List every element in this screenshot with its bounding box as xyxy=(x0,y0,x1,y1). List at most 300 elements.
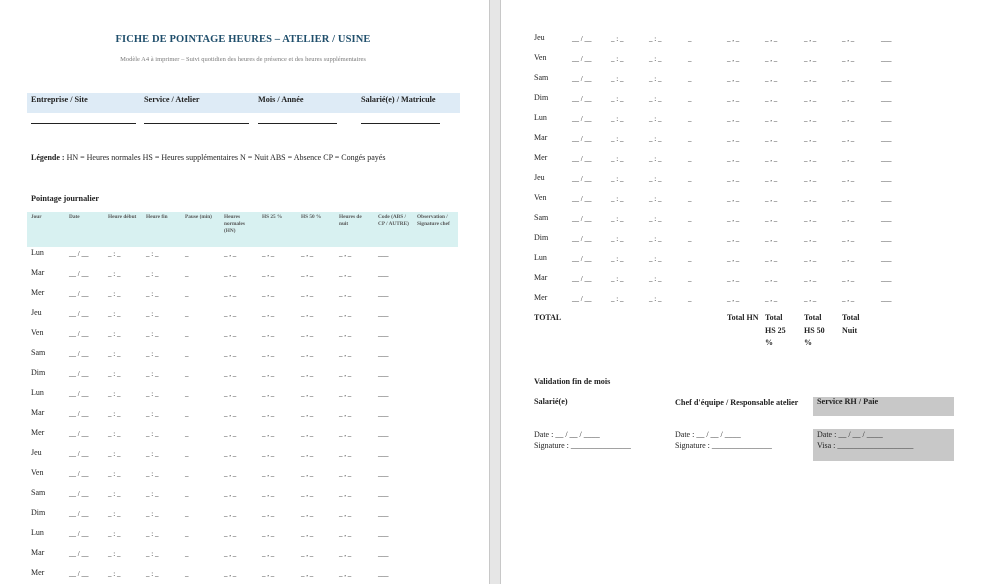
row-cell-hs50[interactable]: _ , _ xyxy=(804,175,817,183)
row-cell-start[interactable]: _ : _ xyxy=(108,370,121,378)
row-cell-hs25[interactable]: _ , _ xyxy=(765,295,778,303)
row-cell-start[interactable]: _ : _ xyxy=(108,290,121,298)
col-header-hs25: HS 25 % xyxy=(262,214,283,220)
row-cell-start[interactable]: _ : _ xyxy=(108,570,121,578)
row-cell-pause[interactable]: _ xyxy=(688,295,692,303)
row-cell-hs25[interactable]: _ , _ xyxy=(262,490,275,498)
row-cell-pause[interactable]: _ xyxy=(688,195,692,203)
row-cell-hs50[interactable]: _ , _ xyxy=(804,35,817,43)
row-cell-hs25[interactable]: _ , _ xyxy=(262,530,275,538)
row-cell-hn[interactable]: _ , _ xyxy=(224,450,237,458)
info-label-month: Mois / Année xyxy=(258,95,304,104)
row-cell-hs25[interactable]: _ , _ xyxy=(262,330,275,338)
row-cell-start[interactable]: _ : _ xyxy=(611,235,624,243)
row-cell-hs25[interactable]: _ , _ xyxy=(262,270,275,278)
row-cell-hn[interactable]: _ , _ xyxy=(224,570,237,578)
row-cell-end[interactable]: _ : _ xyxy=(649,195,662,203)
row-cell-start[interactable]: _ : _ xyxy=(611,95,624,103)
row-cell-hs25[interactable]: _ , _ xyxy=(262,350,275,358)
row-cell-hn[interactable]: _ , _ xyxy=(727,295,740,303)
row-cell-code[interactable]: ___ xyxy=(881,255,892,263)
row-cell-pause[interactable]: _ xyxy=(688,95,692,103)
row-cell-hs25[interactable]: _ , _ xyxy=(765,235,778,243)
row-cell-date[interactable]: __ / __ xyxy=(69,350,89,358)
row-cell-pause[interactable]: _ xyxy=(185,570,189,578)
row-cell-end[interactable]: _ : _ xyxy=(146,550,159,558)
row-cell-night[interactable]: _ , _ xyxy=(842,95,855,103)
row-cell-code[interactable]: ___ xyxy=(378,290,389,298)
row-cell-code[interactable]: ___ xyxy=(378,330,389,338)
row-cell-hs50[interactable]: _ , _ xyxy=(804,255,817,263)
row-cell-hn[interactable]: _ , _ xyxy=(224,510,237,518)
row-cell-code[interactable]: ___ xyxy=(378,250,389,258)
row-cell-date[interactable]: __ / __ xyxy=(572,175,592,183)
row-cell-start[interactable]: _ : _ xyxy=(611,135,624,143)
row-cell-code[interactable]: ___ xyxy=(881,55,892,63)
row-cell-pause[interactable]: _ xyxy=(185,450,189,458)
row-cell-hs25[interactable]: _ , _ xyxy=(262,310,275,318)
row-cell-end[interactable]: _ : _ xyxy=(146,270,159,278)
row-cell-date[interactable]: __ / __ xyxy=(69,530,89,538)
row-cell-hs50[interactable]: _ , _ xyxy=(301,530,314,538)
validation-employee-date[interactable]: Date : __ / __ / ____ xyxy=(534,430,600,439)
row-cell-pause[interactable]: _ xyxy=(688,275,692,283)
row-cell-hs50[interactable]: _ , _ xyxy=(301,270,314,278)
row-cell-code[interactable]: ___ xyxy=(881,175,892,183)
row-cell-hs50[interactable]: _ , _ xyxy=(804,135,817,143)
info-label-service: Service / Atelier xyxy=(144,95,200,104)
row-cell-night[interactable]: _ , _ xyxy=(339,370,352,378)
row-cell-end[interactable]: _ : _ xyxy=(146,510,159,518)
row-cell-date[interactable]: __ / __ xyxy=(572,75,592,83)
row-cell-night[interactable]: _ , _ xyxy=(842,175,855,183)
row-cell-hn[interactable]: _ , _ xyxy=(727,115,740,123)
row-cell-date[interactable]: __ / __ xyxy=(572,95,592,103)
row-cell-start[interactable]: _ : _ xyxy=(108,490,121,498)
row-cell-night[interactable]: _ , _ xyxy=(842,135,855,143)
row-cell-start[interactable]: _ : _ xyxy=(611,55,624,63)
row-day: Ven xyxy=(534,53,547,62)
row-cell-hs50[interactable]: _ , _ xyxy=(301,310,314,318)
row-cell-hs50[interactable]: _ , _ xyxy=(301,370,314,378)
row-cell-end[interactable]: _ : _ xyxy=(649,175,662,183)
row-cell-end[interactable]: _ : _ xyxy=(649,35,662,43)
row-cell-pause[interactable]: _ xyxy=(185,250,189,258)
row-cell-date[interactable]: __ / __ xyxy=(572,255,592,263)
row-cell-hs50[interactable]: _ , _ xyxy=(804,75,817,83)
row-cell-start[interactable]: _ : _ xyxy=(611,155,624,163)
row-cell-hs50[interactable]: _ , _ xyxy=(301,350,314,358)
row-cell-pause[interactable]: _ xyxy=(185,310,189,318)
col-header-hs50: HS 50 % xyxy=(301,214,322,220)
row-cell-date[interactable]: __ / __ xyxy=(572,55,592,63)
row-cell-end[interactable]: _ : _ xyxy=(146,250,159,258)
row-cell-night[interactable]: _ , _ xyxy=(842,155,855,163)
row-cell-pause[interactable]: _ xyxy=(185,510,189,518)
month-field-line[interactable] xyxy=(258,123,337,124)
row-cell-start[interactable]: _ : _ xyxy=(611,255,624,263)
row-day: Mar xyxy=(534,273,548,282)
row-cell-date[interactable]: __ / __ xyxy=(69,290,89,298)
row-cell-pause[interactable]: _ xyxy=(688,235,692,243)
row-cell-end[interactable]: _ : _ xyxy=(146,410,159,418)
row-cell-hn[interactable]: _ , _ xyxy=(224,290,237,298)
row-cell-hs25[interactable]: _ , _ xyxy=(765,55,778,63)
row-cell-hs25[interactable]: _ , _ xyxy=(765,195,778,203)
row-cell-pause[interactable]: _ xyxy=(688,135,692,143)
validation-teamlead-signature[interactable]: Signature : _______________ xyxy=(675,441,772,450)
row-cell-start[interactable]: _ : _ xyxy=(108,470,121,478)
row-cell-hn[interactable]: _ , _ xyxy=(727,255,740,263)
row-cell-code[interactable]: ___ xyxy=(881,275,892,283)
row-cell-hs25[interactable]: _ , _ xyxy=(765,155,778,163)
row-cell-date[interactable]: __ / __ xyxy=(572,275,592,283)
row-cell-hn[interactable]: _ , _ xyxy=(224,550,237,558)
row-cell-pause[interactable]: _ xyxy=(688,35,692,43)
company-field-line[interactable] xyxy=(31,123,136,124)
row-cell-start[interactable]: _ : _ xyxy=(108,330,121,338)
row-cell-hn[interactable]: _ , _ xyxy=(727,135,740,143)
row-cell-start[interactable]: _ : _ xyxy=(108,550,121,558)
row-cell-hs50[interactable]: _ , _ xyxy=(301,490,314,498)
row-cell-hs50[interactable]: _ , _ xyxy=(301,390,314,398)
row-cell-end[interactable]: _ : _ xyxy=(146,350,159,358)
row-cell-end[interactable]: _ : _ xyxy=(649,75,662,83)
row-cell-pause[interactable]: _ xyxy=(185,370,189,378)
row-cell-code[interactable]: ___ xyxy=(378,350,389,358)
row-cell-night[interactable]: _ , _ xyxy=(339,570,352,578)
row-cell-end[interactable]: _ : _ xyxy=(649,135,662,143)
row-cell-hs50[interactable]: _ , _ xyxy=(804,55,817,63)
row-cell-code[interactable]: ___ xyxy=(881,195,892,203)
row-cell-hs25[interactable]: _ , _ xyxy=(262,550,275,558)
row-cell-code[interactable]: ___ xyxy=(881,135,892,143)
row-cell-hn[interactable]: _ , _ xyxy=(727,75,740,83)
row-cell-pause[interactable]: _ xyxy=(688,75,692,83)
row-cell-night[interactable]: _ , _ xyxy=(339,390,352,398)
row-cell-hs50[interactable]: _ , _ xyxy=(804,115,817,123)
row-cell-pause[interactable]: _ xyxy=(688,255,692,263)
row-cell-hs25[interactable]: _ , _ xyxy=(262,430,275,438)
row-cell-code[interactable]: ___ xyxy=(378,530,389,538)
row-cell-night[interactable]: _ , _ xyxy=(842,115,855,123)
row-cell-pause[interactable]: _ xyxy=(688,215,692,223)
row-cell-hs50[interactable]: _ , _ xyxy=(301,430,314,438)
row-cell-pause[interactable]: _ xyxy=(688,175,692,183)
row-cell-end[interactable]: _ : _ xyxy=(649,55,662,63)
row-cell-night[interactable]: _ , _ xyxy=(842,275,855,283)
row-cell-hs50[interactable]: _ , _ xyxy=(804,275,817,283)
row-cell-code[interactable]: ___ xyxy=(378,570,389,578)
row-cell-date[interactable]: __ / __ xyxy=(69,390,89,398)
row-cell-hn[interactable]: _ , _ xyxy=(224,310,237,318)
row-cell-hs25[interactable]: _ , _ xyxy=(765,275,778,283)
row-cell-date[interactable]: __ / __ xyxy=(69,490,89,498)
validation-hr-visa[interactable]: Visa : ___________________ xyxy=(817,441,914,450)
row-cell-hs50[interactable]: _ , _ xyxy=(301,290,314,298)
row-cell-night[interactable]: _ , _ xyxy=(339,470,352,478)
row-cell-hs50[interactable]: _ , _ xyxy=(301,330,314,338)
row-day: Mar xyxy=(534,133,548,142)
row-cell-pause[interactable]: _ xyxy=(688,55,692,63)
row-cell-hs50[interactable]: _ , _ xyxy=(804,95,817,103)
row-cell-night[interactable]: _ , _ xyxy=(842,35,855,43)
row-cell-start[interactable]: _ : _ xyxy=(108,410,121,418)
row-cell-hn[interactable]: _ , _ xyxy=(727,95,740,103)
row-cell-end[interactable]: _ : _ xyxy=(649,215,662,223)
row-cell-hs25[interactable]: _ , _ xyxy=(262,370,275,378)
row-cell-code[interactable]: ___ xyxy=(378,510,389,518)
row-cell-hn[interactable]: _ , _ xyxy=(727,215,740,223)
row-cell-code[interactable]: ___ xyxy=(881,295,892,303)
row-cell-date[interactable]: __ / __ xyxy=(572,195,592,203)
row-cell-code[interactable]: ___ xyxy=(881,75,892,83)
row-cell-hs50[interactable]: _ , _ xyxy=(804,295,817,303)
row-cell-date[interactable]: __ / __ xyxy=(69,470,89,478)
row-cell-night[interactable]: _ , _ xyxy=(339,450,352,458)
row-cell-hs25[interactable]: _ , _ xyxy=(765,255,778,263)
row-cell-date[interactable]: __ / __ xyxy=(69,270,89,278)
row-cell-end[interactable]: _ : _ xyxy=(146,470,159,478)
row-cell-night[interactable]: _ , _ xyxy=(842,75,855,83)
row-cell-hs50[interactable]: _ , _ xyxy=(804,215,817,223)
row-cell-hs25[interactable]: _ , _ xyxy=(765,175,778,183)
validation-teamlead-date[interactable]: Date : __ / __ / ____ xyxy=(675,430,741,439)
row-cell-hs25[interactable]: _ , _ xyxy=(765,35,778,43)
row-day: Jeu xyxy=(31,308,42,317)
row-cell-hs25[interactable]: _ , _ xyxy=(262,470,275,478)
row-cell-start[interactable]: _ : _ xyxy=(611,215,624,223)
validation-teamlead-title: Chef d'équipe / Responsable atelier xyxy=(675,398,799,407)
legend-text: HN = Heures normales HS = Heures supplémentaires N = Nuit ABS = Absence CP = Congés payés xyxy=(64,153,386,162)
row-cell-code[interactable]: ___ xyxy=(378,470,389,478)
service-field-line[interactable] xyxy=(144,123,249,124)
row-cell-hs50[interactable]: _ , _ xyxy=(301,450,314,458)
row-cell-night[interactable]: _ , _ xyxy=(339,290,352,298)
row-cell-end[interactable]: _ : _ xyxy=(146,290,159,298)
row-cell-start[interactable]: _ : _ xyxy=(108,350,121,358)
row-cell-hn[interactable]: _ , _ xyxy=(224,270,237,278)
row-cell-start[interactable]: _ : _ xyxy=(108,450,121,458)
employee-field-line[interactable] xyxy=(361,123,440,124)
row-cell-pause[interactable]: _ xyxy=(185,550,189,558)
row-cell-night[interactable]: _ , _ xyxy=(339,310,352,318)
row-cell-hs50[interactable]: _ , _ xyxy=(301,570,314,578)
row-cell-start[interactable]: _ : _ xyxy=(611,195,624,203)
row-cell-hn[interactable]: _ , _ xyxy=(727,275,740,283)
row-cell-hs25[interactable]: _ , _ xyxy=(765,95,778,103)
row-cell-code[interactable]: ___ xyxy=(881,215,892,223)
row-cell-start[interactable]: _ : _ xyxy=(611,295,624,303)
row-cell-hn[interactable]: _ , _ xyxy=(224,390,237,398)
row-cell-night[interactable]: _ , _ xyxy=(339,410,352,418)
row-cell-hs25[interactable]: _ , _ xyxy=(765,215,778,223)
row-cell-hn[interactable]: _ , _ xyxy=(727,155,740,163)
row-cell-end[interactable]: _ : _ xyxy=(146,430,159,438)
row-cell-start[interactable]: _ : _ xyxy=(108,250,121,258)
row-cell-hn[interactable]: _ , _ xyxy=(727,195,740,203)
row-cell-end[interactable]: _ : _ xyxy=(146,390,159,398)
row-cell-code[interactable]: ___ xyxy=(881,115,892,123)
row-cell-code[interactable]: ___ xyxy=(378,490,389,498)
row-cell-hs25[interactable]: _ , _ xyxy=(262,570,275,578)
row-cell-date[interactable]: __ / __ xyxy=(572,295,592,303)
row-cell-code[interactable]: ___ xyxy=(378,430,389,438)
row-cell-hs50[interactable]: _ , _ xyxy=(301,250,314,258)
row-cell-end[interactable]: _ : _ xyxy=(649,255,662,263)
row-cell-pause[interactable]: _ xyxy=(688,155,692,163)
row-cell-pause[interactable]: _ xyxy=(185,350,189,358)
row-cell-start[interactable]: _ : _ xyxy=(611,75,624,83)
row-cell-date[interactable]: __ / __ xyxy=(69,430,89,438)
row-cell-end[interactable]: _ : _ xyxy=(649,115,662,123)
row-cell-night[interactable]: _ , _ xyxy=(842,195,855,203)
row-cell-hs50[interactable]: _ , _ xyxy=(804,155,817,163)
row-cell-hn[interactable]: _ , _ xyxy=(727,235,740,243)
row-cell-date[interactable]: __ / __ xyxy=(572,115,592,123)
row-cell-night[interactable]: _ , _ xyxy=(339,330,352,338)
row-cell-pause[interactable]: _ xyxy=(185,530,189,538)
row-cell-hs25[interactable]: _ , _ xyxy=(262,390,275,398)
row-cell-end[interactable]: _ : _ xyxy=(146,490,159,498)
row-cell-hs25[interactable]: _ , _ xyxy=(765,115,778,123)
row-cell-date[interactable]: __ / __ xyxy=(69,310,89,318)
row-cell-end[interactable]: _ : _ xyxy=(146,370,159,378)
row-cell-hs25[interactable]: _ , _ xyxy=(262,250,275,258)
row-cell-date[interactable]: __ / __ xyxy=(572,155,592,163)
row-cell-night[interactable]: _ , _ xyxy=(339,250,352,258)
row-cell-pause[interactable]: _ xyxy=(185,390,189,398)
row-cell-date[interactable]: __ / __ xyxy=(69,510,89,518)
row-cell-date[interactable]: __ / __ xyxy=(69,410,89,418)
col-header-observation: Observation / Signature chef xyxy=(417,214,450,227)
row-cell-date[interactable]: __ / __ xyxy=(69,550,89,558)
row-cell-end[interactable]: _ : _ xyxy=(649,275,662,283)
row-cell-code[interactable]: ___ xyxy=(378,390,389,398)
row-cell-hs50[interactable]: _ , _ xyxy=(301,550,314,558)
row-cell-end[interactable]: _ : _ xyxy=(146,450,159,458)
row-cell-start[interactable]: _ : _ xyxy=(108,510,121,518)
row-cell-hn[interactable]: _ , _ xyxy=(224,250,237,258)
row-cell-hn[interactable]: _ , _ xyxy=(727,55,740,63)
row-cell-hn[interactable]: _ , _ xyxy=(224,470,237,478)
row-cell-date[interactable]: __ / __ xyxy=(572,235,592,243)
row-cell-date[interactable]: __ / __ xyxy=(572,35,592,43)
row-cell-hn[interactable]: _ , _ xyxy=(727,35,740,43)
row-cell-night[interactable]: _ , _ xyxy=(842,295,855,303)
row-cell-start[interactable]: _ : _ xyxy=(611,175,624,183)
row-cell-hn[interactable]: _ , _ xyxy=(224,430,237,438)
row-cell-night[interactable]: _ , _ xyxy=(842,55,855,63)
row-cell-hs50[interactable]: _ , _ xyxy=(804,235,817,243)
row-cell-start[interactable]: _ : _ xyxy=(611,35,624,43)
row-cell-hs25[interactable]: _ , _ xyxy=(262,290,275,298)
row-cell-pause[interactable]: _ xyxy=(185,430,189,438)
row-cell-start[interactable]: _ : _ xyxy=(611,115,624,123)
row-cell-code[interactable]: ___ xyxy=(881,35,892,43)
row-cell-night[interactable]: _ , _ xyxy=(339,270,352,278)
row-cell-date[interactable]: __ / __ xyxy=(69,370,89,378)
row-cell-night[interactable]: _ , _ xyxy=(339,350,352,358)
row-cell-date[interactable]: __ / __ xyxy=(69,250,89,258)
row-cell-night[interactable]: _ , _ xyxy=(842,255,855,263)
row-cell-pause[interactable]: _ xyxy=(185,410,189,418)
row-cell-code[interactable]: ___ xyxy=(881,235,892,243)
row-cell-end[interactable]: _ : _ xyxy=(146,330,159,338)
row-cell-end[interactable]: _ : _ xyxy=(649,235,662,243)
row-cell-pause[interactable]: _ xyxy=(185,330,189,338)
row-cell-night[interactable]: _ , _ xyxy=(339,490,352,498)
row-cell-night[interactable]: _ , _ xyxy=(339,530,352,538)
row-cell-start[interactable]: _ : _ xyxy=(108,430,121,438)
row-cell-hn[interactable]: _ , _ xyxy=(224,530,237,538)
row-cell-hs25[interactable]: _ , _ xyxy=(262,510,275,518)
row-cell-code[interactable]: ___ xyxy=(378,410,389,418)
row-cell-hs25[interactable]: _ , _ xyxy=(262,450,275,458)
row-cell-night[interactable]: _ , _ xyxy=(339,510,352,518)
row-cell-hs25[interactable]: _ , _ xyxy=(765,75,778,83)
row-cell-pause[interactable]: _ xyxy=(688,115,692,123)
row-cell-hs25[interactable]: _ , _ xyxy=(262,410,275,418)
validation-employee-signature[interactable]: Signature : _______________ xyxy=(534,441,631,450)
row-cell-pause[interactable]: _ xyxy=(185,290,189,298)
row-cell-date[interactable]: __ / __ xyxy=(69,330,89,338)
row-cell-end[interactable]: _ : _ xyxy=(649,95,662,103)
row-cell-hs50[interactable]: _ , _ xyxy=(301,470,314,478)
row-cell-start[interactable]: _ : _ xyxy=(108,390,121,398)
row-cell-date[interactable]: __ / __ xyxy=(572,135,592,143)
row-cell-start[interactable]: _ : _ xyxy=(611,275,624,283)
row-cell-code[interactable]: ___ xyxy=(881,95,892,103)
row-cell-start[interactable]: _ : _ xyxy=(108,270,121,278)
row-cell-night[interactable]: _ , _ xyxy=(842,215,855,223)
row-cell-hn[interactable]: _ , _ xyxy=(224,490,237,498)
row-cell-end[interactable]: _ : _ xyxy=(146,530,159,538)
row-cell-night[interactable]: _ , _ xyxy=(339,550,352,558)
row-cell-hs50[interactable]: _ , _ xyxy=(301,510,314,518)
row-cell-end[interactable]: _ : _ xyxy=(146,570,159,578)
validation-hr-date[interactable]: Date : __ / __ / ____ xyxy=(817,430,883,439)
row-cell-date[interactable]: __ / __ xyxy=(69,450,89,458)
row-cell-pause[interactable]: _ xyxy=(185,270,189,278)
row-cell-code[interactable]: ___ xyxy=(378,310,389,318)
row-cell-code[interactable]: ___ xyxy=(881,155,892,163)
row-cell-end[interactable]: _ : _ xyxy=(649,295,662,303)
row-cell-end[interactable]: _ : _ xyxy=(649,155,662,163)
row-cell-hn[interactable]: _ , _ xyxy=(224,370,237,378)
row-cell-end[interactable]: _ : _ xyxy=(146,310,159,318)
row-cell-hn[interactable]: _ , _ xyxy=(224,410,237,418)
row-cell-code[interactable]: ___ xyxy=(378,270,389,278)
row-cell-hs25[interactable]: _ , _ xyxy=(765,135,778,143)
row-cell-code[interactable]: ___ xyxy=(378,450,389,458)
row-cell-start[interactable]: _ : _ xyxy=(108,530,121,538)
row-cell-night[interactable]: _ , _ xyxy=(339,430,352,438)
row-cell-hn[interactable]: _ , _ xyxy=(727,175,740,183)
row-cell-pause[interactable]: _ xyxy=(185,470,189,478)
row-cell-hn[interactable]: _ , _ xyxy=(224,350,237,358)
row-cell-date[interactable]: __ / __ xyxy=(69,570,89,578)
row-cell-date[interactable]: __ / __ xyxy=(572,215,592,223)
row-cell-start[interactable]: _ : _ xyxy=(108,310,121,318)
row-cell-hs50[interactable]: _ , _ xyxy=(301,410,314,418)
row-cell-hs50[interactable]: _ , _ xyxy=(804,195,817,203)
row-cell-pause[interactable]: _ xyxy=(185,490,189,498)
row-cell-code[interactable]: ___ xyxy=(378,370,389,378)
row-cell-night[interactable]: _ , _ xyxy=(842,235,855,243)
row-cell-hn[interactable]: _ , _ xyxy=(224,330,237,338)
row-cell-code[interactable]: ___ xyxy=(378,550,389,558)
